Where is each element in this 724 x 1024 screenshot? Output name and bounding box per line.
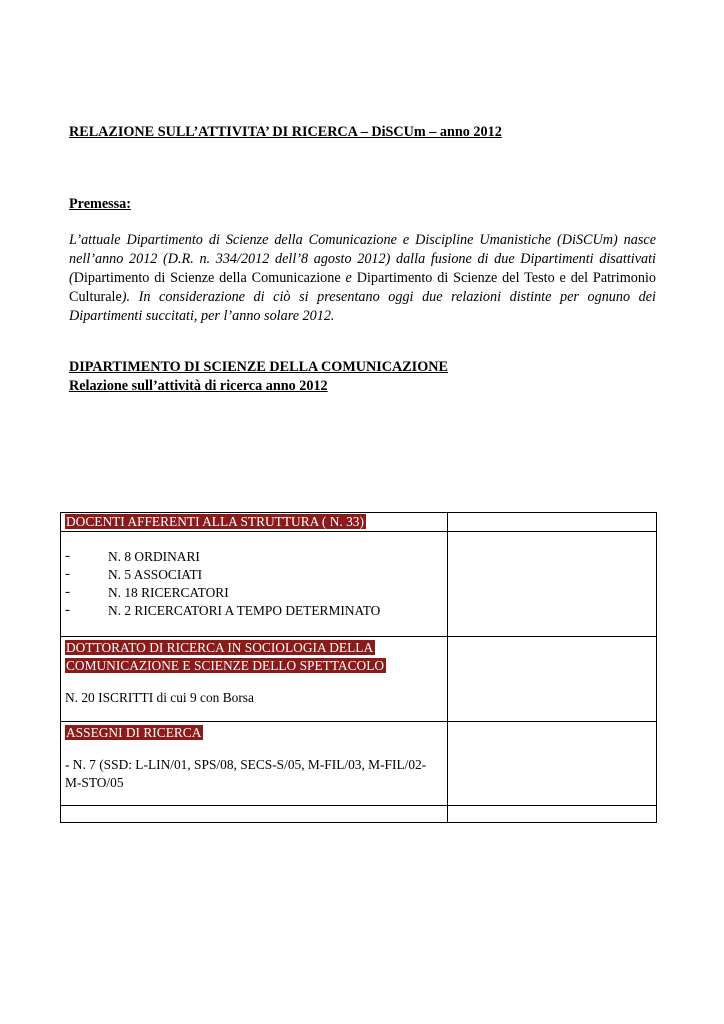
summary-table (60, 512, 656, 823)
docenti-list (65, 548, 443, 620)
paragraph-part-4: Dipartimento di Scienze del Testo e del Patrimonio Culturale (69, 270, 656, 305)
premessa-paragraph (69, 231, 656, 326)
dottorato-text: N. 20 ISCRITTI di cui 9 con Borsa (65, 690, 254, 705)
section-heading: DIPARTIMENTO DI SCIENZE DELLA COMUNICAZIONE (69, 359, 448, 375)
table-row (61, 806, 657, 823)
paragraph-part-3: e (345, 270, 352, 286)
document-title: RELAZIONE SULL’ATTIVITA’ DI RICERCA – DiSCUm – anno 2012 (69, 124, 502, 140)
empty-cell (448, 722, 657, 806)
paragraph-part-5: ). In considerazione di ciò si presentano oggi due relazioni distinte per ognuno dei Dipartimenti succitati, per l’anno solare 2012. (69, 289, 656, 324)
list-item: - N. 5 ASSOCIATI (65, 566, 203, 582)
empty-cell (448, 532, 657, 637)
empty-cell (448, 806, 657, 823)
empty-cell (448, 513, 657, 532)
dottorato-header-line-1: DOTTORATO DI RICERCA IN SOCIOLOGIA DELLA (66, 640, 374, 655)
list-item: - N. 2 RICERCATORI A TEMPO DETERMINATO (65, 602, 381, 618)
list-item: - N. 8 ORDINARI (65, 548, 200, 564)
premessa-heading: Premessa: (69, 196, 131, 212)
assegni-text: - N. 7 (SSD: L-LIN/01, SPS/08, SECS-S/05, M-FIL/03, M-FIL/02- M-STO/05 (65, 757, 427, 790)
list-item: - N. 18 RICERCATORI (65, 584, 229, 600)
docenti-header: DOCENTI AFFERENTI ALLA STRUTTURA ( N. 33) (66, 514, 364, 529)
table-row (61, 532, 657, 637)
assegni-header: ASSEGNI DI RICERCA (66, 725, 202, 740)
paragraph-part-2: Dipartimento di Scienze della Comunicazione (73, 270, 346, 286)
table-row (61, 722, 657, 806)
empty-cell (61, 806, 448, 823)
dottorato-header-line-2: COMUNICAZIONE E SCIENZE DELLO SPETTACOLO (66, 658, 385, 673)
table-row (61, 513, 657, 532)
section-subheading: Relazione sull’attività di ricerca anno 2012 (69, 378, 328, 394)
table-row (61, 637, 657, 722)
paragraph-part-1: L’attuale Dipartimento di Scienze della Comunicazione e Discipline Umanistiche (DiSCUm) nasce nell’anno 2012 (D.R. n. 334/2012 dell’8 agosto 2012) dalla fusione di due Dipartimenti disattivati ( (69, 232, 656, 286)
empty-cell (448, 637, 657, 722)
